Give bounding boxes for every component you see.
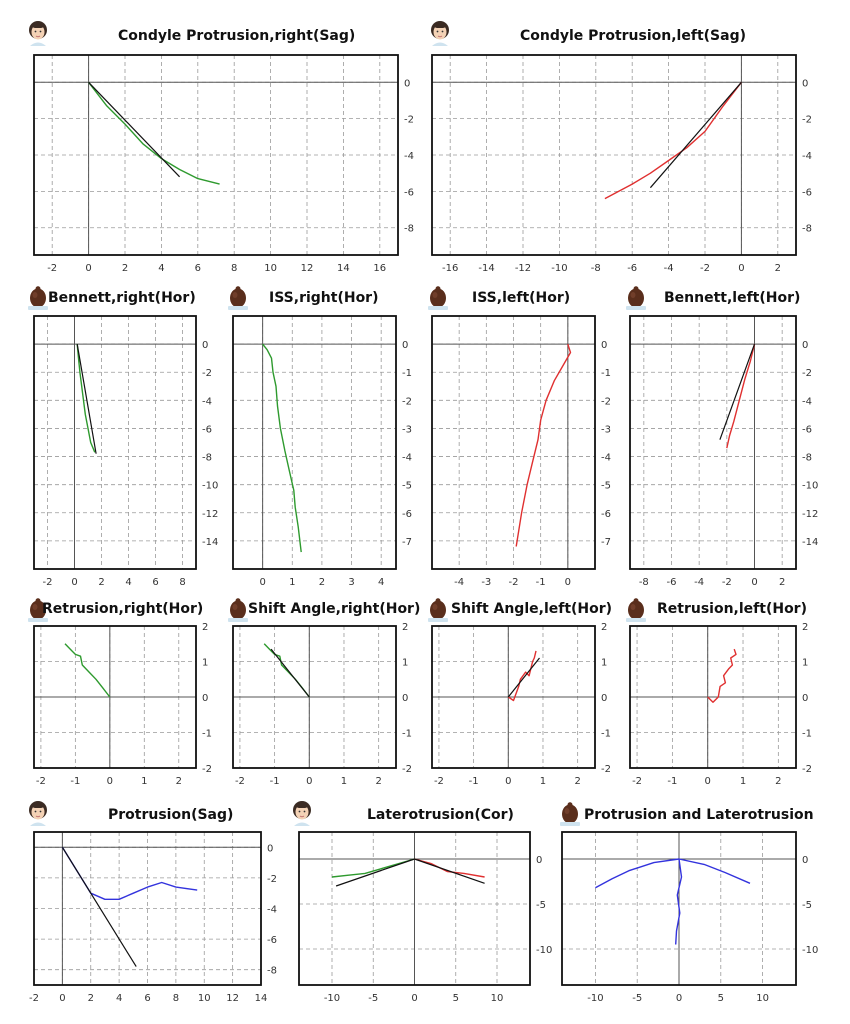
chart-title-protrusion-and-laterotrusion: Protrusion and Laterotrusion	[584, 807, 814, 823]
y-tick-label: -12	[202, 508, 219, 520]
x-tick-label: 14	[254, 993, 268, 1004]
x-tick-label: 10	[264, 263, 277, 274]
chart-title-bennett-right-hor: Bennett,right(Hor)	[48, 290, 196, 306]
y-tick-label: -4	[404, 151, 414, 162]
x-tick-label: 0	[751, 577, 758, 588]
x-tick-label: 0	[704, 776, 711, 787]
x-tick-label: -2	[234, 776, 245, 787]
x-tick-label: 12	[226, 993, 239, 1004]
x-tick-label: -4	[454, 577, 465, 588]
x-tick-label: -6	[666, 577, 677, 588]
y-tick-label: -6	[601, 508, 611, 520]
chart-title-protrusion-sag: Protrusion(Sag)	[108, 807, 234, 823]
y-tick-label: -4	[402, 452, 412, 464]
x-tick-label: -14	[478, 263, 495, 274]
y-tick-label: -5	[802, 900, 812, 911]
y-tick-label: 2	[202, 622, 209, 633]
x-tick-label: -12	[514, 263, 532, 274]
x-tick-label: 0	[85, 263, 92, 274]
x-tick-label: 4	[115, 993, 123, 1004]
x-tick-label: -5	[368, 993, 379, 1004]
x-tick-label: 1	[739, 776, 747, 787]
x-tick-label: 2	[574, 776, 581, 787]
chart-title-shift-angle-right-hor: Shift Angle,right(Hor)	[248, 601, 421, 617]
y-tick-label: 0	[202, 340, 209, 352]
y-tick-label: -5	[601, 480, 611, 492]
y-tick-label: -1	[402, 368, 412, 380]
y-tick-label: -4	[601, 452, 611, 464]
x-tick-label: 2	[87, 993, 94, 1004]
chart-title-shift-angle-left-hor: Shift Angle,left(Hor)	[451, 601, 613, 617]
chart-title-bennett-left-hor: Bennett,left(Hor)	[664, 290, 801, 306]
x-tick-label: -2	[47, 263, 58, 274]
y-tick-label: 0	[536, 855, 543, 866]
x-tick-label: 2	[175, 776, 182, 787]
y-tick-label: -3	[402, 424, 412, 436]
chart-title-laterotrusion-cor: Laterotrusion(Cor)	[367, 807, 514, 823]
y-tick-label: -7	[601, 536, 611, 548]
x-tick-label: 6	[144, 993, 151, 1004]
x-tick-label: 2	[98, 577, 105, 588]
x-tick-label: -2	[700, 263, 710, 274]
x-tick-label: 10	[490, 993, 504, 1004]
y-tick-label: 0	[802, 855, 809, 866]
x-tick-label: 2	[318, 577, 326, 588]
x-tick-label: -1	[269, 776, 280, 787]
y-tick-label: 2	[802, 622, 809, 633]
y-tick-label: 0	[802, 693, 809, 704]
y-tick-label: 0	[202, 693, 209, 704]
y-tick-label: 0	[802, 78, 809, 90]
x-tick-label: 2	[778, 577, 786, 588]
chart-title-iss-right-hor: ISS,right(Hor)	[269, 290, 379, 306]
x-tick-label: -10	[323, 993, 341, 1004]
y-tick-label: -6	[267, 935, 277, 947]
x-tick-label: -10	[587, 993, 604, 1004]
y-tick-label: -2	[802, 114, 812, 126]
y-tick-label: -5	[536, 900, 546, 911]
x-tick-label: -1	[468, 776, 479, 787]
y-tick-label: -2	[802, 368, 812, 380]
y-tick-label: 0	[601, 340, 608, 352]
x-tick-label: 3	[348, 577, 355, 588]
y-tick-label: -10	[802, 945, 819, 956]
x-tick-label: 14	[337, 263, 350, 274]
x-tick-label: -1	[70, 776, 81, 787]
y-tick-label: 1	[802, 657, 809, 669]
y-tick-label: -5	[402, 480, 412, 492]
y-tick-label: -2	[267, 873, 277, 885]
x-tick-label: -2	[35, 776, 46, 787]
chart-title-condyle-protrusion-left-sag: Condyle Protrusion,left(Sag)	[520, 28, 746, 44]
x-tick-label: -10	[551, 263, 568, 274]
y-tick-label: -8	[267, 965, 277, 977]
x-tick-label: -2	[42, 577, 53, 588]
y-tick-label: -1	[802, 728, 812, 740]
x-tick-label: 5	[452, 993, 459, 1004]
y-tick-label: -6	[402, 508, 412, 520]
x-tick-label: -2	[508, 577, 519, 588]
x-tick-label: 0	[411, 993, 418, 1004]
x-tick-label: -16	[442, 263, 459, 274]
y-tick-label: -10	[536, 945, 553, 956]
x-tick-label: 1	[539, 776, 547, 787]
x-tick-label: 2	[121, 263, 129, 274]
x-tick-label: 5	[717, 993, 724, 1004]
y-tick-label: 1	[402, 657, 409, 669]
x-tick-label: 1	[340, 776, 348, 787]
y-tick-label: -2	[202, 764, 212, 775]
x-tick-label: -2	[29, 993, 39, 1004]
y-tick-label: -1	[402, 728, 412, 740]
y-tick-label: -2	[601, 764, 611, 775]
y-tick-label: -2	[601, 396, 611, 408]
x-tick-label: -2	[632, 776, 643, 787]
y-tick-label: -8	[404, 223, 414, 235]
y-tick-label: -2	[802, 764, 812, 775]
y-tick-label: 0	[402, 340, 409, 352]
y-tick-label: -10	[802, 480, 819, 492]
x-tick-label: 4	[377, 577, 385, 588]
y-tick-label: -4	[802, 396, 812, 408]
x-tick-label: 1	[289, 577, 296, 588]
x-tick-label: -1	[535, 577, 546, 588]
y-tick-label: -2	[402, 396, 412, 408]
x-tick-label: 0	[306, 776, 313, 787]
x-tick-label: 10	[756, 993, 769, 1004]
x-tick-label: 8	[172, 993, 180, 1004]
y-tick-label: -14	[202, 536, 219, 548]
x-tick-label: -1	[667, 776, 678, 787]
x-tick-label: -4	[663, 263, 674, 274]
y-tick-label: 2	[402, 622, 409, 633]
y-tick-label: -14	[802, 536, 819, 548]
x-tick-label: 0	[106, 776, 114, 787]
x-tick-label: 2	[774, 263, 781, 274]
y-tick-label: -1	[601, 728, 611, 740]
y-tick-label: -10	[202, 480, 219, 492]
y-tick-label: -4	[267, 904, 277, 916]
y-tick-label: -3	[601, 424, 611, 436]
y-tick-label: -8	[202, 452, 212, 464]
x-tick-label: 16	[373, 263, 387, 274]
y-tick-label: -2	[202, 368, 212, 380]
x-tick-label: 0	[59, 993, 66, 1004]
y-tick-label: 1	[202, 657, 209, 669]
x-tick-label: -2	[433, 776, 444, 787]
x-tick-label: 1	[141, 776, 148, 787]
y-tick-label: -7	[402, 536, 412, 548]
x-tick-label: 0	[505, 776, 512, 787]
y-tick-label: -8	[802, 452, 812, 464]
x-tick-label: 6	[194, 263, 201, 274]
x-tick-label: 12	[300, 263, 314, 274]
x-tick-label: 8	[231, 263, 238, 274]
y-tick-label: 0	[601, 693, 608, 704]
x-tick-label: 6	[152, 577, 159, 588]
y-tick-label: 0	[404, 78, 411, 90]
y-tick-label: -6	[802, 187, 812, 199]
x-tick-label: -5	[632, 993, 643, 1004]
x-tick-label: -6	[627, 263, 638, 274]
y-tick-label: -1	[601, 368, 611, 380]
chart-title-iss-left-hor: ISS,left(Hor)	[472, 290, 571, 306]
y-tick-label: -8	[802, 223, 812, 235]
x-tick-label: -8	[590, 263, 601, 274]
y-tick-label: 0	[267, 843, 274, 855]
y-tick-label: -1	[202, 728, 212, 740]
x-tick-label: 2	[775, 776, 782, 787]
chart-title-retrusion-right-hor: Retrusion,right(Hor)	[42, 601, 204, 617]
x-tick-label: 0	[675, 993, 683, 1004]
x-tick-label: 8	[179, 577, 186, 588]
x-tick-label: 4	[158, 263, 165, 274]
x-tick-label: 2	[375, 776, 382, 787]
y-tick-label: 0	[402, 693, 409, 704]
y-tick-label: -4	[202, 396, 212, 408]
y-tick-label: -4	[802, 151, 812, 162]
y-tick-label: -2	[404, 114, 414, 126]
x-tick-label: 0	[738, 263, 745, 274]
chart-title-condyle-protrusion-right-sag: Condyle Protrusion,right(Sag)	[118, 28, 356, 44]
x-tick-label: 4	[125, 577, 132, 588]
x-tick-label: -4	[694, 577, 705, 588]
y-tick-label: 2	[601, 622, 608, 633]
chart-title-retrusion-left-hor: Retrusion,left(Hor)	[657, 601, 807, 617]
x-tick-label: 0	[71, 577, 78, 588]
y-tick-label: -6	[202, 424, 212, 436]
y-tick-label: -12	[802, 508, 819, 520]
x-tick-label: -3	[481, 577, 492, 588]
x-tick-label: 0	[259, 577, 266, 588]
x-tick-label: -8	[638, 577, 649, 588]
y-tick-label: 1	[601, 657, 608, 669]
y-tick-label: 0	[802, 340, 809, 352]
y-tick-label: -6	[404, 187, 414, 199]
x-tick-label: 0	[564, 577, 572, 588]
y-tick-label: -2	[402, 764, 412, 775]
x-tick-label: 10	[197, 993, 211, 1004]
x-tick-label: -2	[721, 577, 732, 588]
y-tick-label: -6	[802, 424, 812, 436]
